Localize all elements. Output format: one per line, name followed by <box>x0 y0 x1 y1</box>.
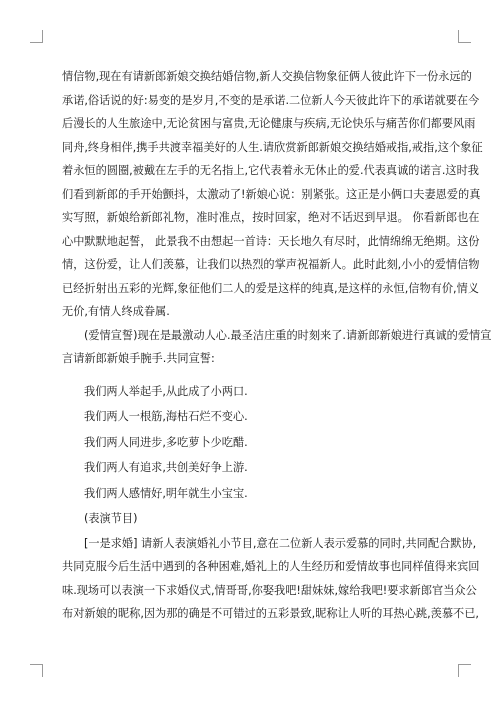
text-line: (爱情宣誓)现在是最激动人心.最圣洁庄重的时刻来了.请新郎新娘进行真诚的爱情宣 <box>84 328 492 342</box>
vow-list <box>62 379 444 532</box>
vow-line: 我们两人有追求,共创美好争上游. <box>84 461 248 474</box>
vow-line: 我们两人同进步,多吃萝卜少吃醋. <box>84 435 248 449</box>
vow-line: 我们两人举起手,从此成了小两口. <box>84 384 248 398</box>
crop-mark-bottom-right <box>458 664 471 677</box>
text-line: 实写照，新娘给新郎礼物，准时准点，按时回家，绝对不话迟到早退。 你看新郎也在 <box>62 211 480 224</box>
vow-line: 我们两人一根筋,海枯石烂不变心. <box>84 410 248 423</box>
paragraph-proposal <box>62 532 480 626</box>
text-line: 同舟,终身相伴,携手共渡幸福美好的人生.请欣赏新郎新娘交换结婚戒指,戒指,这个象征 <box>62 140 483 154</box>
crop-mark-bottom-left <box>30 664 43 677</box>
vow-line: 我们两人感情好,明年就生小宝宝. <box>84 486 248 500</box>
text-line: 情，这份爱，让人们羡慕，让我们以热烈的掌声祝福新人。此时此刻,小小的爱情信物 <box>62 258 480 271</box>
crop-mark-top-right <box>458 30 471 43</box>
text-line: 无价,有情人终成眷属. <box>62 305 170 318</box>
text-line: 们看到新郎的手开始颤抖，太激动了!新娘心说：别紧张。这正是小俩口夫妻恩爱的真 <box>62 187 481 201</box>
section-title: (表演节目) <box>84 512 138 525</box>
crop-mark-top-left <box>30 30 43 43</box>
document-body <box>62 65 492 626</box>
paragraph-exchange-tokens <box>62 65 483 324</box>
text-line: 承诺,俗话说的好:易变的是岁月,不变的是承诺.二位新人今天彼此许下的承诺就要在今 <box>62 93 480 107</box>
text-line: 共同克服今后生活中遇到的各种困难,婚礼上的人生经历和爱情故事也同样值得来宾回 <box>62 560 480 573</box>
text-line: 情信物,现在有请新郎新娘交换结婚信物,新人交换信物象征俩人彼此许下一份永远的 <box>62 70 472 83</box>
paragraph-love-vow <box>62 324 492 371</box>
text-line: 布对新娘的昵称,因为那的确是不可错过的五彩景致,昵称让人听的耳热心跳,羡慕不已, <box>62 607 479 620</box>
text-line: 心中默默地起誓， 此景我不由想起一首诗：天长地久有尽时，此情绵绵无绝期。这份 <box>62 234 480 248</box>
text-line: 后漫长的人生旅途中,无论贫困与富贵,无论健康与疾病,无论快乐与痛苦你们都要风雨 <box>62 117 476 130</box>
text-line: 言请新郎新娘手腕手.共同宣誓: <box>62 352 215 365</box>
text-line: 味.现场可以表演一下求婚仪式,情哥哥,你娶我吧!甜妹妹,嫁给我吧!要求新郎官当众公 <box>62 583 477 597</box>
text-line: 已经折射出五彩的光辉,象征他们二人的爱是这样的纯真,是这样的永恒,信物有价,情义 <box>62 281 479 295</box>
text-line: 着永恒的圆圈,被戴在左手的无名指上,它代表着永无休止的爱.代表真诚的诺言.这时我 <box>62 164 479 177</box>
text-line: [一是求婚] 请新人表演婚礼小节目,意在二位新人表示爱慕的同时,共同配合默协, <box>84 536 477 550</box>
